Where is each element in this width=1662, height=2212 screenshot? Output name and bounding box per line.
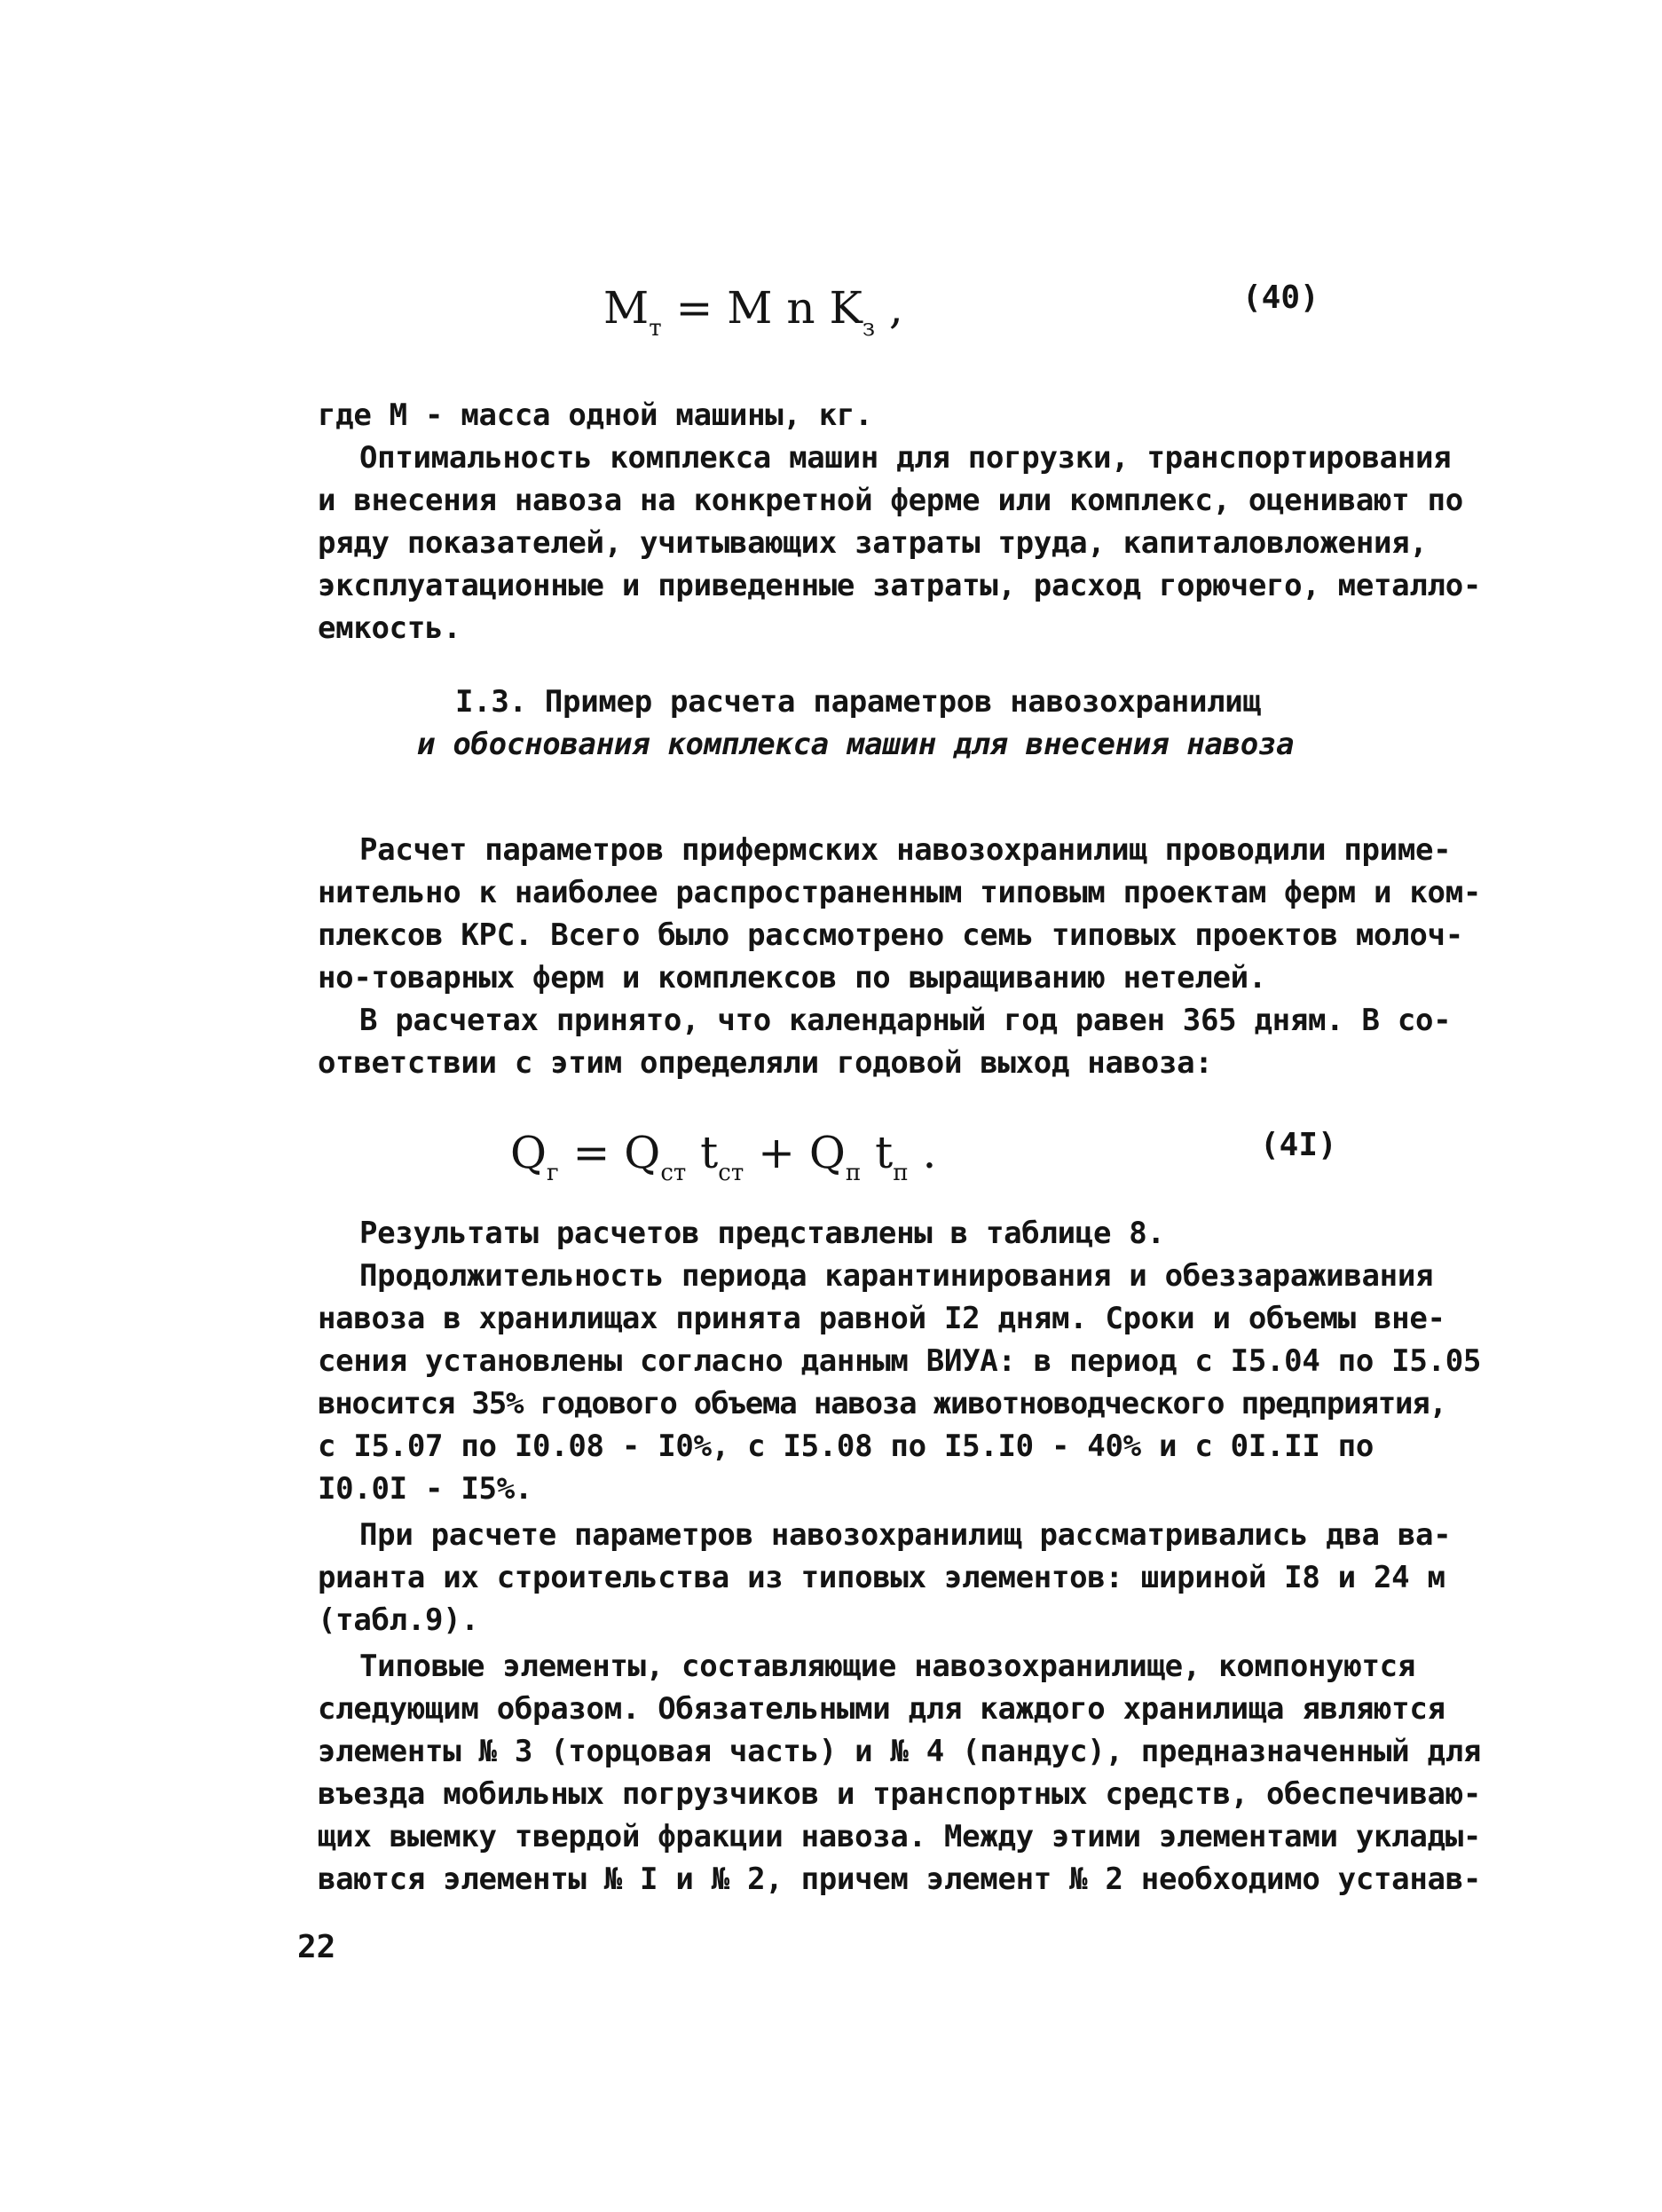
paragraph-2-line: но-товарных ферм и комплексов по выращиванию нетелей. [318,960,1266,996]
paragraph-1-line: эксплуатационные и приведенные затраты, расход горючего, металло- [318,568,1482,603]
formula-41-t2: t [861,1127,894,1178]
equation-number-41: (4I) [1260,1127,1337,1163]
paragraph-5-line: сения установлены согласно данным ВИУА: в период с I5.04 по I5.05 [318,1343,1482,1379]
formula-41-eq: = Q [558,1127,661,1178]
paragraph-6-line: При расчете параметров навозохранилищ рассматривались два ва- [359,1517,1452,1553]
paragraph-5-line: Продолжительность периода карантинирования и обеззараживания [359,1258,1434,1294]
formula-41-q-sub: г [547,1160,559,1186]
formula-40-rhs: = M n K [675,282,863,334]
formula-41 [510,1127,936,1186]
paragraph-2-line: плексов КРС. Всего было рассмотрено семь типовых проектов молоч- [318,917,1463,953]
formula-40-tail: , [875,282,903,334]
paragraph-7-line: Типовые элементы, составляющие навозохранилище, компонуются [359,1649,1416,1684]
paragraph-5-line: I0.0I - I5%. [318,1471,533,1507]
paragraph-6-line: рианта их строительства из типовых элементов: шириной I8 и 24 м [318,1560,1445,1595]
formula-41-t1: t [686,1127,719,1178]
paragraph-4: Результаты расчетов представлены в таблице 8. [359,1216,1165,1251]
paragraph-where: где M - масса одной машины, кг. [318,398,873,433]
paragraph-3-line: В расчетах принято, что календарный год равен 365 дням. В со- [359,1003,1452,1038]
formula-41-q: Q [510,1127,547,1178]
paragraph-7-line: следующим образом. Обязательными для каждого хранилища являются [318,1691,1445,1727]
paragraph-1-line: Оптимальность комплекса машин для погрузки, транспортирования [359,440,1452,476]
paragraph-5-line: навоза в хранилищах принята равной I2 дням. Сроки и объемы вне- [318,1301,1445,1336]
section-heading-line-2: и обоснования комплекса машин для внесения навоза [417,727,1295,762]
equation-number-40: (40) [1242,279,1319,316]
formula-41-qst-sub: ст [660,1160,687,1186]
paragraph-7-line: элементы № 3 (торцовая часть) и № 4 (пандус), предназначенный для [318,1734,1482,1769]
paragraph-3-line: ответствии с этим определяли годовой выход навоза: [318,1045,1213,1081]
formula-41-plus: + Q [744,1127,846,1178]
paragraph-7-line: щих выемку твердой фракции навоза. Между этими элементами уклады- [318,1819,1482,1854]
paragraph-2-line: Расчет параметров прифермских навозохранилищ проводили приме- [359,832,1452,868]
formula-41-qp-sub: п [845,1160,862,1186]
formula-40-lhs: M [603,282,650,334]
formula-40 [603,282,903,342]
paragraph-7-line: въезда мобильных погрузчиков и транспортных средств, обеспечиваю- [318,1776,1482,1812]
formula-41-tp-sub: п [893,1160,909,1186]
paragraph-5-line: вносится 35% годового объема навоза животноводческого предприятия, [318,1386,1446,1421]
paragraph-1-line: и внесения навоза на конкретной ферме или комплекс, оценивают по [318,483,1463,518]
paragraph-1-line: емкость. [318,610,461,646]
section-heading-line-1: I.3. Пример расчета параметров навозохранилищ [455,684,1261,720]
paragraph-5-line: с I5.07 по I0.08 - I0%, с I5.08 по I5.I0 - 40% и с 0I.II по [318,1429,1374,1464]
paragraph-1-line: ряду показателей, учитывающих затраты труда, капиталовложения, [318,525,1428,561]
formula-40-rhs-sub: з [862,315,876,342]
paragraph-2-line: нительно к наиболее распространенным типовым проектам ферм и ком- [318,875,1482,910]
formula-40-lhs-sub: т [649,315,662,342]
page-number: 22 [297,1929,336,1965]
formula-41-tail: . [908,1127,937,1178]
formula-41-tst-sub: ст [718,1160,744,1186]
paragraph-6-line: (табл.9). [318,1602,479,1638]
paragraph-7-line: ваются элементы № I и № 2, причем элемент № 2 необходимо устанав- [318,1862,1482,1897]
